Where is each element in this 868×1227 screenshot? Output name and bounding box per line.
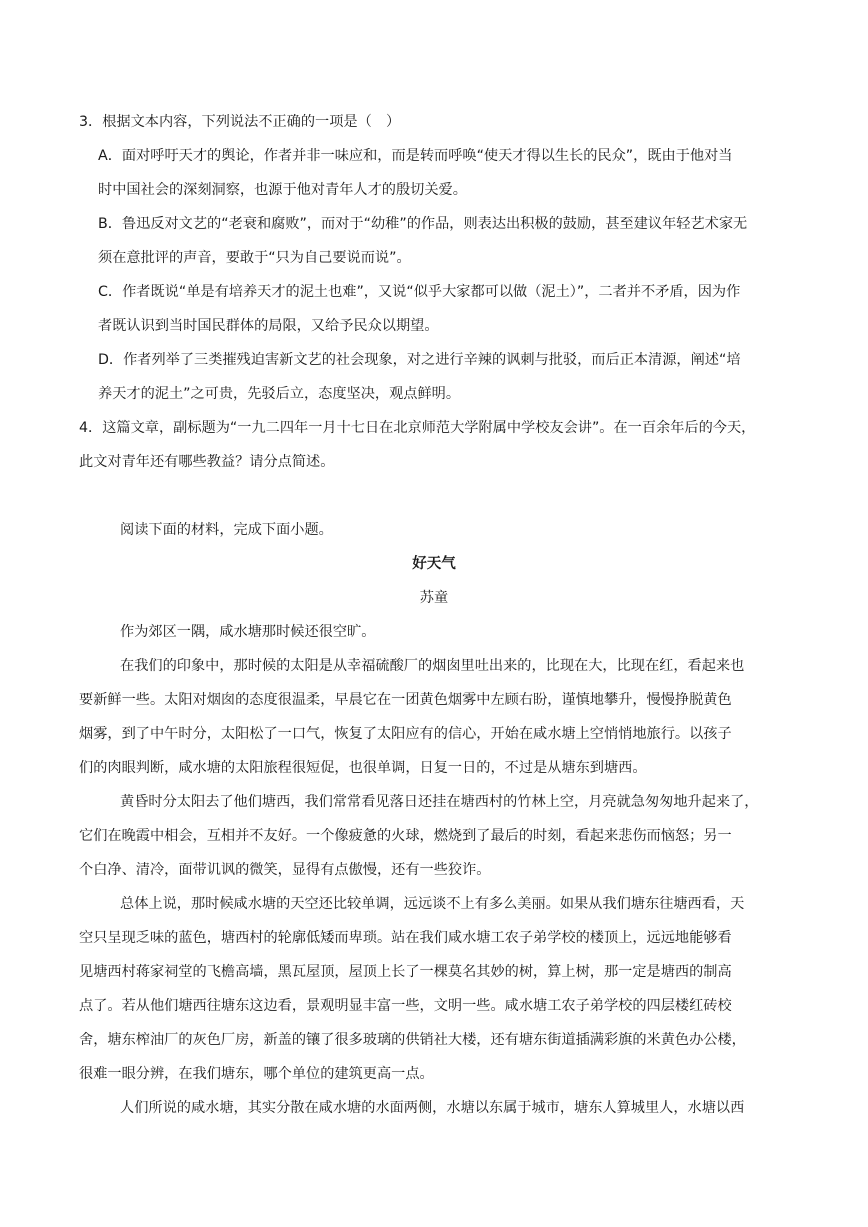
passage-line-11: 见塘西村蒋家祠堂的飞檐高墙，黑瓦屋顶，屋顶上长了一棵莫名其妙的树，算上树，那一定是塘西的制高 [79, 964, 732, 980]
passage-line-1: 作为郊区一隅，咸水塘那时候还很空旷。 [120, 624, 376, 640]
reading-instruction: 阅读下面的材料，完成下面小题。 [120, 522, 333, 538]
question-4-line-2: 此文对青年还有哪些教益？请分点简述。 [79, 454, 335, 470]
q3-option-d-line-2: 养天才的泥土”之可贵，先驳后立，态度坚决，观点鲜明。 [98, 386, 461, 402]
passage-line-6: 黄昏时分太阳去了他们塘西，我们常常看见落日还挂在塘西村的竹林上空，月亮就急匆匆地升起来了， [120, 794, 759, 810]
passage-line-10: 空只呈现乏味的蓝色，塘西村的轮廓低矮而卑琐。站在我们咸水塘工农子弟学校的楼顶上，远远地能够看 [79, 930, 732, 946]
passage-title: 好天气 [412, 556, 456, 572]
passage-line-9: 总体上说，那时候咸水塘的天空还比较单调，远远谈不上有多么美丽。如果从我们塘东往塘西看，天 [120, 896, 745, 912]
passage-author: 苏童 [419, 590, 449, 606]
passage-line-15: 人们所说的咸水塘，其实分散在咸水塘的水面两侧，水塘以东属于城市，塘东人算城里人，水塘以西 [120, 1100, 745, 1116]
q3-option-c-line-1: C．作者既说“单是有培养天才的泥土也难”，又说“似乎大家都可以做（泥土）”，二者并不矛盾，因为作 [98, 284, 741, 300]
passage-line-14: 很难一眼分辨，在我们塘东，哪个单位的建筑更高一点。 [79, 1066, 434, 1082]
q3-option-b-line-2: 须在意批评的声音，要敢于“只为自己要说而说”。 [98, 250, 411, 266]
passage-line-7: 它们在晚霞中相会，互相并不友好。一个像疲惫的火球，燃烧到了最后的时刻，看起来悲伤而恼怒；另一 [79, 828, 732, 844]
passage-line-4: 烟雾，到了中午时分，太阳松了一口气，恢复了太阳应有的信心，开始在咸水塘上空悄悄地旅行。以孩子 [79, 726, 732, 742]
question-3-stem: 3．根据文本内容，下列说法不正确的一项是（ ） [79, 114, 401, 130]
passage-line-2: 在我们的印象中，那时候的太阳是从幸福硫酸厂的烟囱里吐出来的，比现在大，比现在红，看起来也 [120, 658, 745, 674]
q3-option-d-line-1: D．作者列举了三类摧残迫害新文艺的社会现象，对之进行辛辣的讽刺与批驳，而后正本清源，阐述“培 [98, 352, 741, 368]
q3-option-b-line-1: B．鲁迅反对文艺的“老衰和腐败”，而对于“幼稚”的作品，则表达出积极的鼓励，甚至建议年轻艺术家无 [98, 216, 748, 232]
passage-line-3: 要新鲜一些。太阳对烟囱的态度很温柔，早晨它在一团黄色烟雾中左顾右盼，谨慎地攀升，慢慢挣脱黄色 [79, 692, 732, 708]
passage-line-12: 点了。若从他们塘西往塘东这边看，景观明显丰富一些，文明一些。咸水塘工农子弟学校的四层楼红砖校 [79, 998, 732, 1014]
passage-line-8: 个白净、清冷，面带讥讽的微笑，显得有点傲慢，还有一些狡诈。 [79, 862, 491, 878]
q3-option-a-line-1: A．面对呼吁天才的舆论，作者并非一味应和，而是转而呼唤“使天才得以生长的民众”，既由于他对当 [98, 148, 733, 164]
q3-option-c-line-2: 者既认识到当时国民群体的局限，又给予民众以期望。 [98, 318, 439, 334]
question-4-line-1: 4．这篇文章，副标题为“一九二四年一月十七日在北京师范大学附属中学校友会讲”。在一百余年后的今天， [79, 420, 756, 436]
passage-line-5: 们的肉眼判断，咸水塘的太阳旅程很短促，也很单调，日复一日的，不过是从塘东到塘西。 [79, 760, 647, 776]
passage-line-13: 舍，塘东榨油厂的灰色厂房，新盖的镶了很多玻璃的供销社大楼，还有塘东街道插满彩旗的米黄色办公楼， [79, 1032, 746, 1048]
q3-option-a-line-2: 时中国社会的深刻洞察，也源于他对青年人才的殷切关爱。 [98, 182, 467, 198]
